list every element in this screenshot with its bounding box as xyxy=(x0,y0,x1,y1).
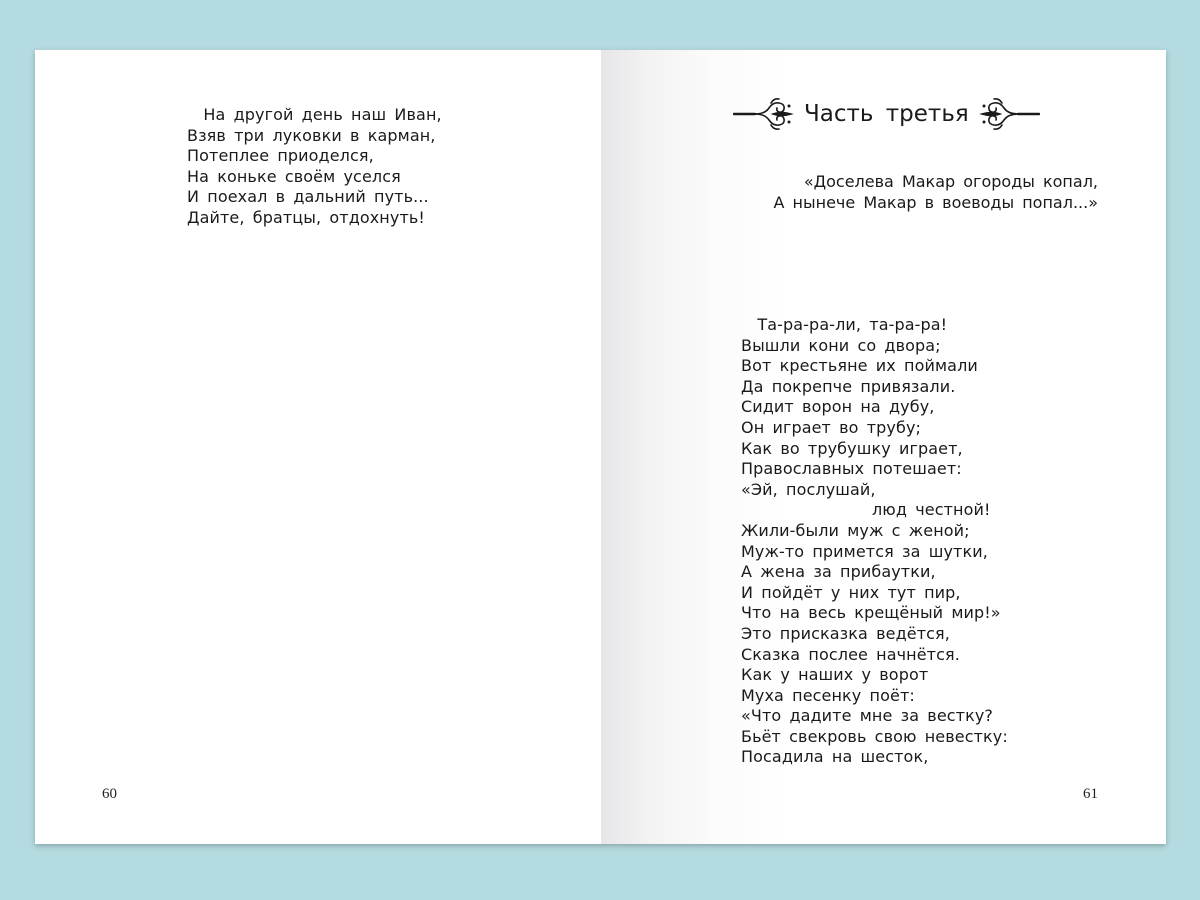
verse-line: На коньке своём уселся xyxy=(187,166,401,186)
flourish-ornament-right-icon xyxy=(978,94,1040,134)
verse-line: Бьёт свекровь свою невестку: xyxy=(741,726,1008,746)
flourish-ornament-left-icon xyxy=(733,94,795,134)
verse-line: Муха песенку поёт: xyxy=(741,685,915,705)
epigraph xyxy=(774,171,1099,213)
chapter-heading xyxy=(733,94,1040,134)
chapter-title: Часть третья xyxy=(804,101,969,127)
verse-line: Сказка послее начнётся. xyxy=(741,644,960,664)
left-page xyxy=(35,50,601,844)
verse-line: Сидит ворон на дубу, xyxy=(741,397,935,417)
verse-line: Жили-были муж с женой; xyxy=(741,520,970,540)
verse-line: И поехал в дальний путь... xyxy=(187,187,429,207)
verse-line: Та-ра-ра-ли, та-ра-ра! xyxy=(741,315,948,334)
verse-line: Дайте, братцы, отдохнуть! xyxy=(187,207,425,227)
verse-line: Он играет во трубу; xyxy=(741,417,922,437)
page-number-right: 61 xyxy=(1083,786,1098,802)
verse-line: Как у наших у ворот xyxy=(741,665,929,685)
verse-line: А жена за прибаутки, xyxy=(741,562,936,582)
verse-line: Это присказка ведётся, xyxy=(741,623,950,643)
verse-line: И пойдёт у них тут пир, xyxy=(741,582,961,602)
verse-line: Вышли кони со двора; xyxy=(741,335,941,355)
right-page-verse xyxy=(741,315,1008,768)
verse-line: Православных потешает: xyxy=(741,459,962,479)
verse-line: «Что дадите мне за вестку? xyxy=(741,706,994,726)
right-page xyxy=(601,50,1166,844)
page-number-left: 60 xyxy=(102,786,117,802)
verse-line: Как во трубушку играет, xyxy=(741,438,963,458)
verse-line: На другой день наш Иван, xyxy=(187,105,442,124)
book-spread xyxy=(35,50,1166,844)
verse-line: Муж-то примется за шутки, xyxy=(741,541,988,561)
verse-line: «Эй, послушай, xyxy=(741,479,876,499)
left-page-verse xyxy=(187,105,442,229)
verse-line: Взяв три луковки в карман, xyxy=(187,125,436,145)
verse-line: Что на весь крещёный мир!» xyxy=(741,603,1001,623)
epigraph-line: А нынече Макар в воеводы попал...» xyxy=(773,193,1098,212)
verse-line: люд честной! xyxy=(741,500,991,520)
epigraph-line: «Доселева Макар огороды копал, xyxy=(803,172,1098,191)
verse-line: Посадила на шесток, xyxy=(741,747,929,767)
verse-line: Вот крестьяне их поймали xyxy=(741,356,978,376)
verse-line: Да покрепче привязали. xyxy=(741,376,956,396)
verse-line: Потеплее приоделся, xyxy=(187,146,374,166)
